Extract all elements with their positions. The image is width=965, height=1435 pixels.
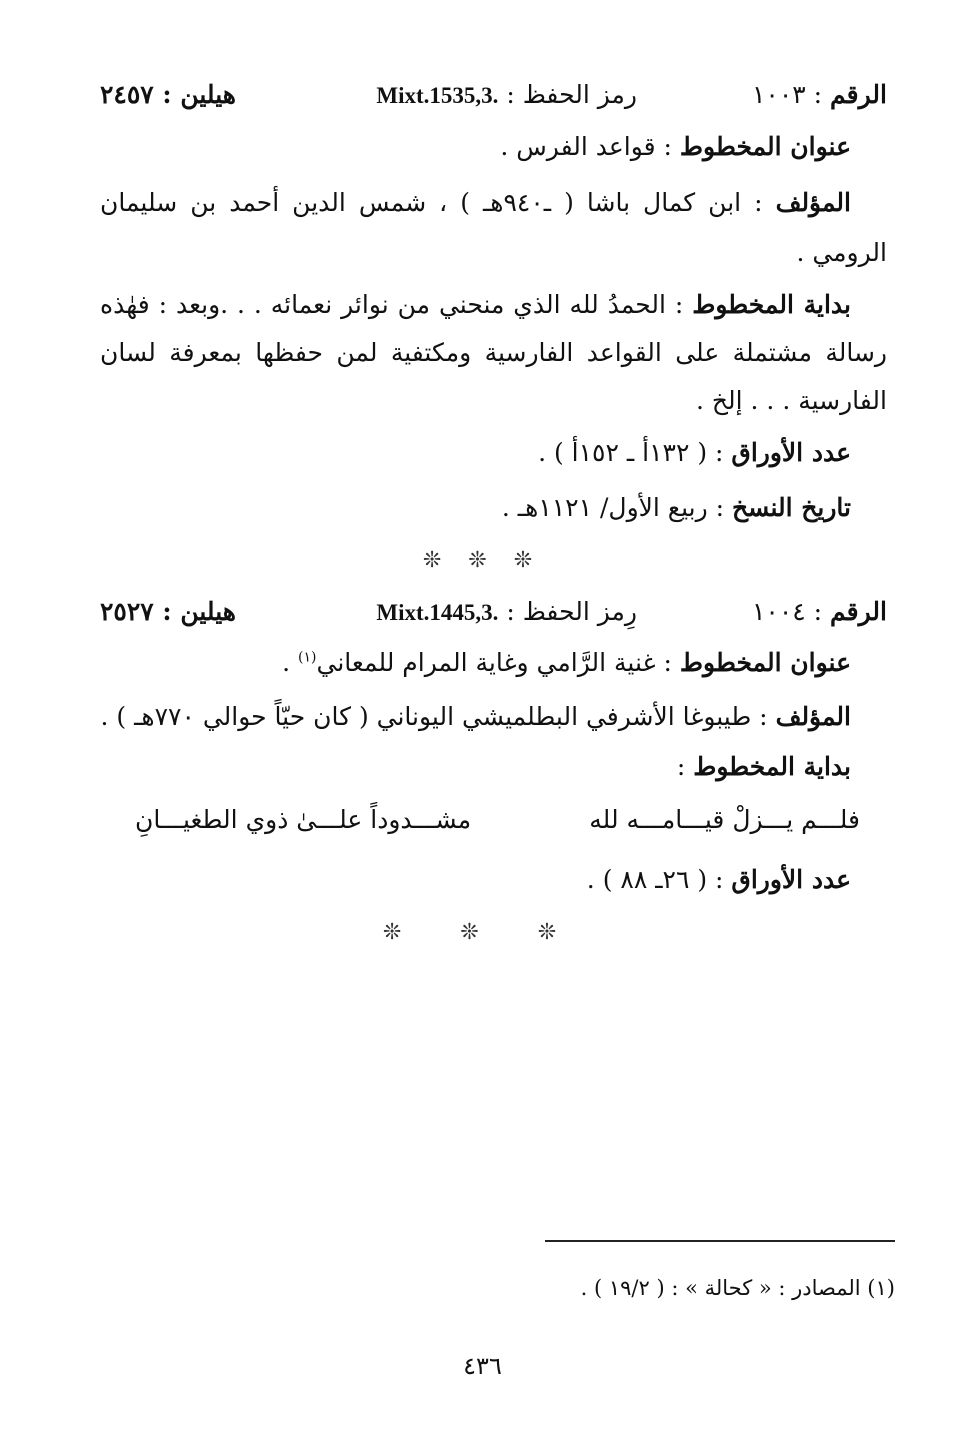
entry2-header [100,597,887,641]
separator: ❊ ❊ ❊ [382,920,583,945]
verse-hemistich-right: فلـــم يـــزلْ قيـــامـــه لله [589,805,860,834]
entry2-hellin: هيلين : ٢٥٢٧ [100,597,236,626]
entry1-copy-date: تاريخ النسخ : ربيع الأول/ ١١٢١هـ . [501,493,851,522]
footnote: (١) المصادر : « كحالة » : ( ١٩/٢ ) . [580,1276,895,1300]
entry2-folios: عدد الأوراق : ( ٢٦ـ ٨٨ ) . [586,865,851,894]
entry1-incipit: بداية المخطوط : الحمدُ لله الذي منحني من نوائر نعمائه . . .وبعد : فهٰذه [100,290,851,319]
entry1-title: عنوان المخطوط : قواعد الفرس . [500,132,851,161]
verse-hemistich-left: مشـــدوداً علـــىٰ ذوي الطغيـــانِ [135,805,472,834]
entry1-author-cont: الرومي . [796,238,887,267]
separator: ❊ ❊ ❊ [422,548,543,573]
entry2-number: الرقم : ١٠٠٤ [752,597,887,626]
entry2-title: عنوان المخطوط : غنية الرَّامي وغاية المرام للمعاني$^{(١)}$ . [282,648,851,677]
page-number: ٤٣٦ [463,1352,502,1380]
footnote-rule [545,1240,895,1242]
entry2-incipit-label: بداية المخطوط : [676,752,851,781]
footnote-marker: (١) [298,649,317,666]
entry1-author: المؤلف : ابن كمال باشا ( ـ٩٤٠هـ ) ، شمس الدين أحمد بن سليمان [100,188,851,217]
entry1-number: الرقم : ١٠٠٣ [752,80,887,109]
verse-line [135,805,860,845]
entry2-author: المؤلف : طيبوغا الأشرفي البطلميشي اليوناني ( كان حيّاً حوالي ٧٧٠هـ ) . [100,702,851,731]
entry2-shelfmark: رِمز الحفظ : Mixt.1445,3. [376,597,637,626]
entry1-header [100,80,887,124]
entry1-incipit-end: الفارسية . . . إلخ . [695,386,887,415]
entry1-incipit-cont: رسالة مشتملة على القواعد الفارسية ومكتفية لمن حفظها بمعرفة لسان [100,338,887,367]
entry1-folios: عدد الأوراق : ( ١٣٢أ ـ ١٥٢أ ) . [538,438,851,467]
entry1-hellin: هيلين : ٢٤٥٧ [100,80,236,109]
entry1-shelfmark: رمز الحفظ : Mixt.1535,3. [376,80,637,109]
